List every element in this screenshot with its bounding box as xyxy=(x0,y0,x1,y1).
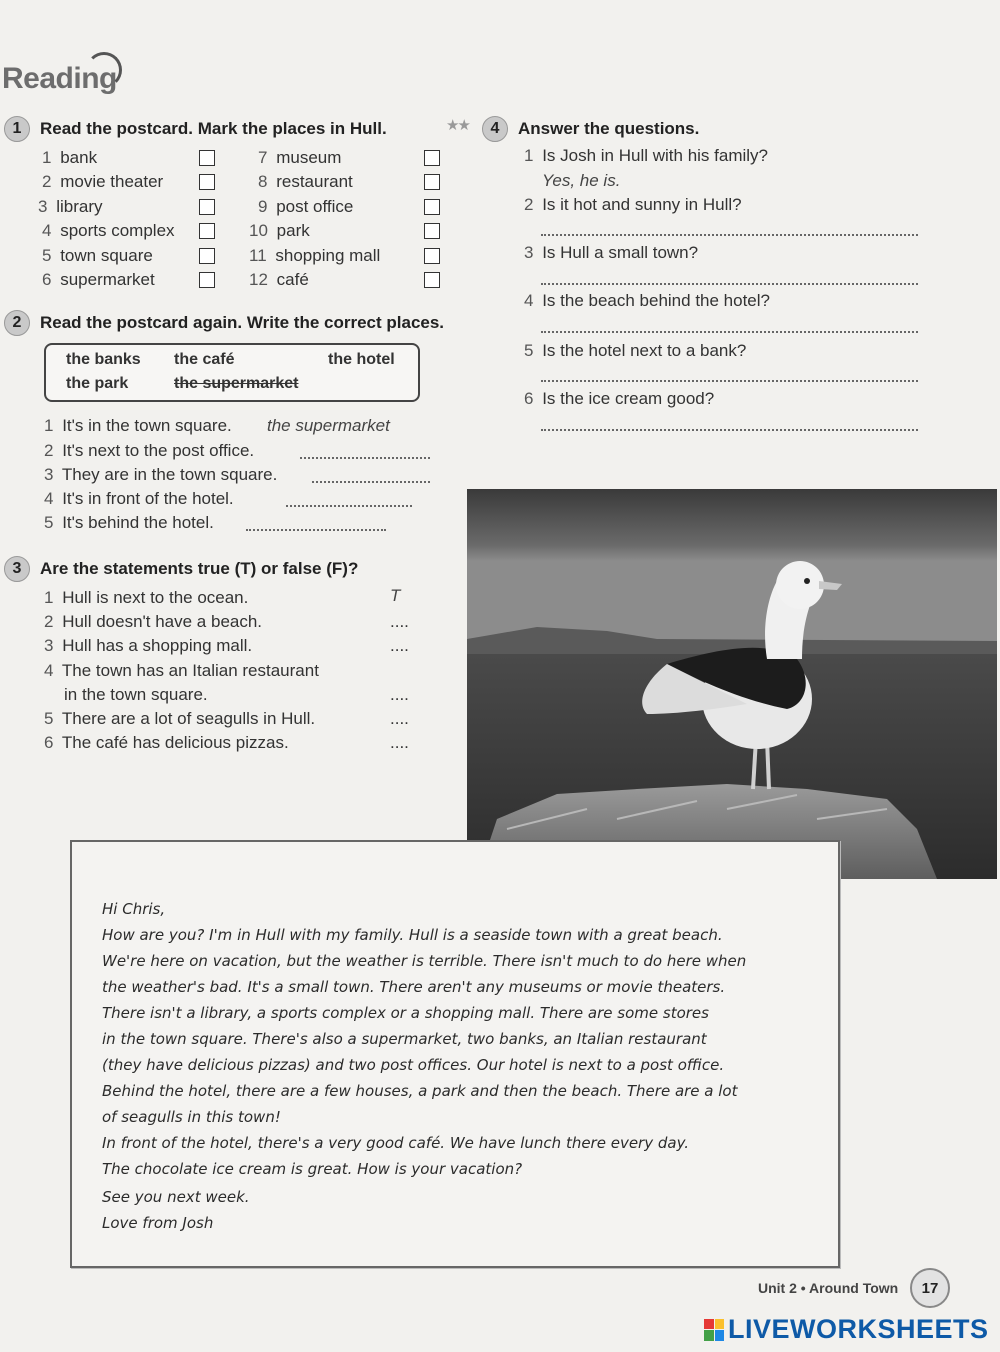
ex2-number: 2 xyxy=(4,310,30,336)
ex4-number: 4 xyxy=(482,116,508,142)
answer-field[interactable] xyxy=(300,457,430,459)
postcard-line: Behind the hotel, there are a few houses, a park and then the beach. There are a lot xyxy=(102,1082,738,1100)
list-item: 7 museum xyxy=(258,148,342,167)
ex4-question: 6 Is the ice cream good? xyxy=(524,389,715,408)
ex4-instruction: Answer the questions. xyxy=(518,119,700,138)
list-item: 12 café xyxy=(249,270,309,289)
checkbox-park[interactable] xyxy=(424,223,440,239)
checkbox-museum[interactable] xyxy=(424,150,440,166)
liveworksheets-logo xyxy=(704,1314,989,1345)
list-item: 3 library xyxy=(38,197,103,216)
checkbox-restaurant[interactable] xyxy=(424,174,440,190)
ex3-item-continued: in the town square. xyxy=(64,685,208,704)
ex1-number: 1 xyxy=(4,116,30,142)
checkbox-post-office[interactable] xyxy=(424,199,440,215)
ex4-question: 2 Is it hot and sunny in Hull? xyxy=(524,195,742,214)
answer-field[interactable]: .... xyxy=(390,685,409,704)
ex2-example-answer: the supermarket xyxy=(267,416,390,435)
list-item: 10 park xyxy=(249,221,310,240)
word-bank-item: the park xyxy=(66,375,129,392)
ex1-instruction: Read the postcard. Mark the places in Hull. xyxy=(40,119,387,138)
answer-field[interactable]: .... xyxy=(390,733,409,752)
list-item: 11 shopping mall xyxy=(249,246,381,265)
checkbox-library[interactable] xyxy=(199,199,215,215)
checkbox-movie-theater[interactable] xyxy=(199,174,215,190)
list-item: 9 post office xyxy=(258,197,354,216)
postcard-line: in the town square. There's also a supermarket, two banks, an Italian restaurant xyxy=(102,1030,707,1048)
postcard-line: We're here on vacation, but the weather is terrible. There isn't much to do here when xyxy=(102,952,747,970)
ex2-item: 3 They are in the town square. xyxy=(44,465,278,484)
ex3-item: 4 The town has an Italian restaurant xyxy=(44,661,319,680)
postcard-line: How are you? I'm in Hull with my family. Hull is a seaside town with a great beach. xyxy=(102,926,723,944)
answer-field[interactable] xyxy=(541,283,918,285)
section-title: Reading xyxy=(2,62,117,95)
seagull-photo xyxy=(467,489,997,879)
seagull-illustration xyxy=(467,489,997,879)
checkbox-supermarket[interactable] xyxy=(199,272,215,288)
answer-field[interactable]: .... xyxy=(390,636,409,655)
answer-field[interactable] xyxy=(541,380,918,382)
list-item: 1 bank xyxy=(42,148,98,167)
ex3-number: 3 xyxy=(4,556,30,582)
page-number: 17 xyxy=(910,1268,950,1308)
title-arc-decoration xyxy=(86,52,122,88)
list-item: 2 movie theater xyxy=(42,172,164,191)
word-bank-item: the hotel xyxy=(328,351,395,368)
answer-field[interactable] xyxy=(246,529,386,531)
list-item: 6 supermarket xyxy=(42,270,155,289)
ex4-example-answer: Yes, he is. xyxy=(542,171,621,190)
ex2-heading xyxy=(4,310,444,336)
ex2-item: 4 It's in front of the hotel. xyxy=(44,489,234,508)
postcard-line: The chocolate ice cream is great. How is your vacation? xyxy=(102,1160,523,1178)
answer-field[interactable] xyxy=(312,481,430,483)
word-bank xyxy=(44,343,420,402)
checkbox-shopping-mall[interactable] xyxy=(424,248,440,264)
checkbox-cafe[interactable] xyxy=(424,272,440,288)
ex4-question: 4 Is the beach behind the hotel? xyxy=(524,291,770,310)
brand-name: LIVEWORKSHEETS xyxy=(728,1314,989,1344)
ex2-item: 2 It's next to the post office. xyxy=(44,441,255,460)
postcard-line: (they have delicious pizzas) and two post offices. Our hotel is next to a post office. xyxy=(102,1056,725,1074)
checkbox-sports-complex[interactable] xyxy=(199,223,215,239)
list-item: 5 town square xyxy=(42,246,153,265)
list-item: 8 restaurant xyxy=(258,172,353,191)
ex2-instruction: Read the postcard again. Write the correct places. xyxy=(40,313,445,332)
postcard-line: See you next week. xyxy=(102,1188,250,1206)
ex3-example-answer: T xyxy=(390,586,401,605)
answer-field[interactable] xyxy=(541,429,918,431)
ex3-item: 2 Hull doesn't have a beach. xyxy=(44,612,263,631)
difficulty-stars: ★★ xyxy=(446,117,469,134)
postcard-signoff: Love from Josh xyxy=(102,1214,214,1232)
ex1-heading xyxy=(4,116,387,142)
checkbox-bank[interactable] xyxy=(199,150,215,166)
brand-icon xyxy=(704,1319,724,1341)
ex4-heading xyxy=(482,116,699,142)
ex2-item: 5 It's behind the hotel. xyxy=(44,513,214,532)
ex4-question: 3 Is Hull a small town? xyxy=(524,243,699,262)
ex3-item: 5 There are a lot of seagulls in Hull. xyxy=(44,709,316,728)
ex3-item: 6 The café has delicious pizzas. xyxy=(44,733,289,752)
ex4-question: 1 Is Josh in Hull with his family? xyxy=(524,146,769,165)
postcard xyxy=(70,840,840,1268)
postcard-line: In front of the hotel, there's a very good café. We have lunch there every day. xyxy=(102,1134,690,1152)
ex3-item: 3 Hull has a shopping mall. xyxy=(44,636,253,655)
postcard-line: the weather's bad. It's a small town. There aren't any museums or movie theaters. xyxy=(102,978,726,996)
ex3-item: 1 Hull is next to the ocean. xyxy=(44,588,249,607)
answer-field[interactable] xyxy=(541,331,918,333)
ex3-instruction: Are the statements true (T) or false (F)? xyxy=(40,559,359,578)
postcard-greeting: Hi Chris, xyxy=(102,900,166,918)
answer-field[interactable]: .... xyxy=(390,612,409,631)
ex4-question: 5 Is the hotel next to a bank? xyxy=(524,341,747,360)
postcard-line: There isn't a library, a sports complex or a shopping mall. There are some stores xyxy=(102,1004,709,1022)
word-bank-item-used: the supermarket xyxy=(174,375,299,392)
answer-field[interactable] xyxy=(541,234,918,236)
word-bank-item: the café xyxy=(174,351,235,368)
answer-field[interactable]: .... xyxy=(390,709,409,728)
list-item: 4 sports complex xyxy=(42,221,175,240)
word-bank-item: the banks xyxy=(66,351,141,368)
ex3-heading xyxy=(4,556,358,582)
answer-field[interactable] xyxy=(286,505,412,507)
unit-footer: Unit 2 • Around Town xyxy=(758,1280,899,1296)
postcard-line: of seagulls in this town! xyxy=(102,1108,281,1126)
checkbox-town-square[interactable] xyxy=(199,248,215,264)
ex2-item: 1 It's in the town square. xyxy=(44,416,232,435)
